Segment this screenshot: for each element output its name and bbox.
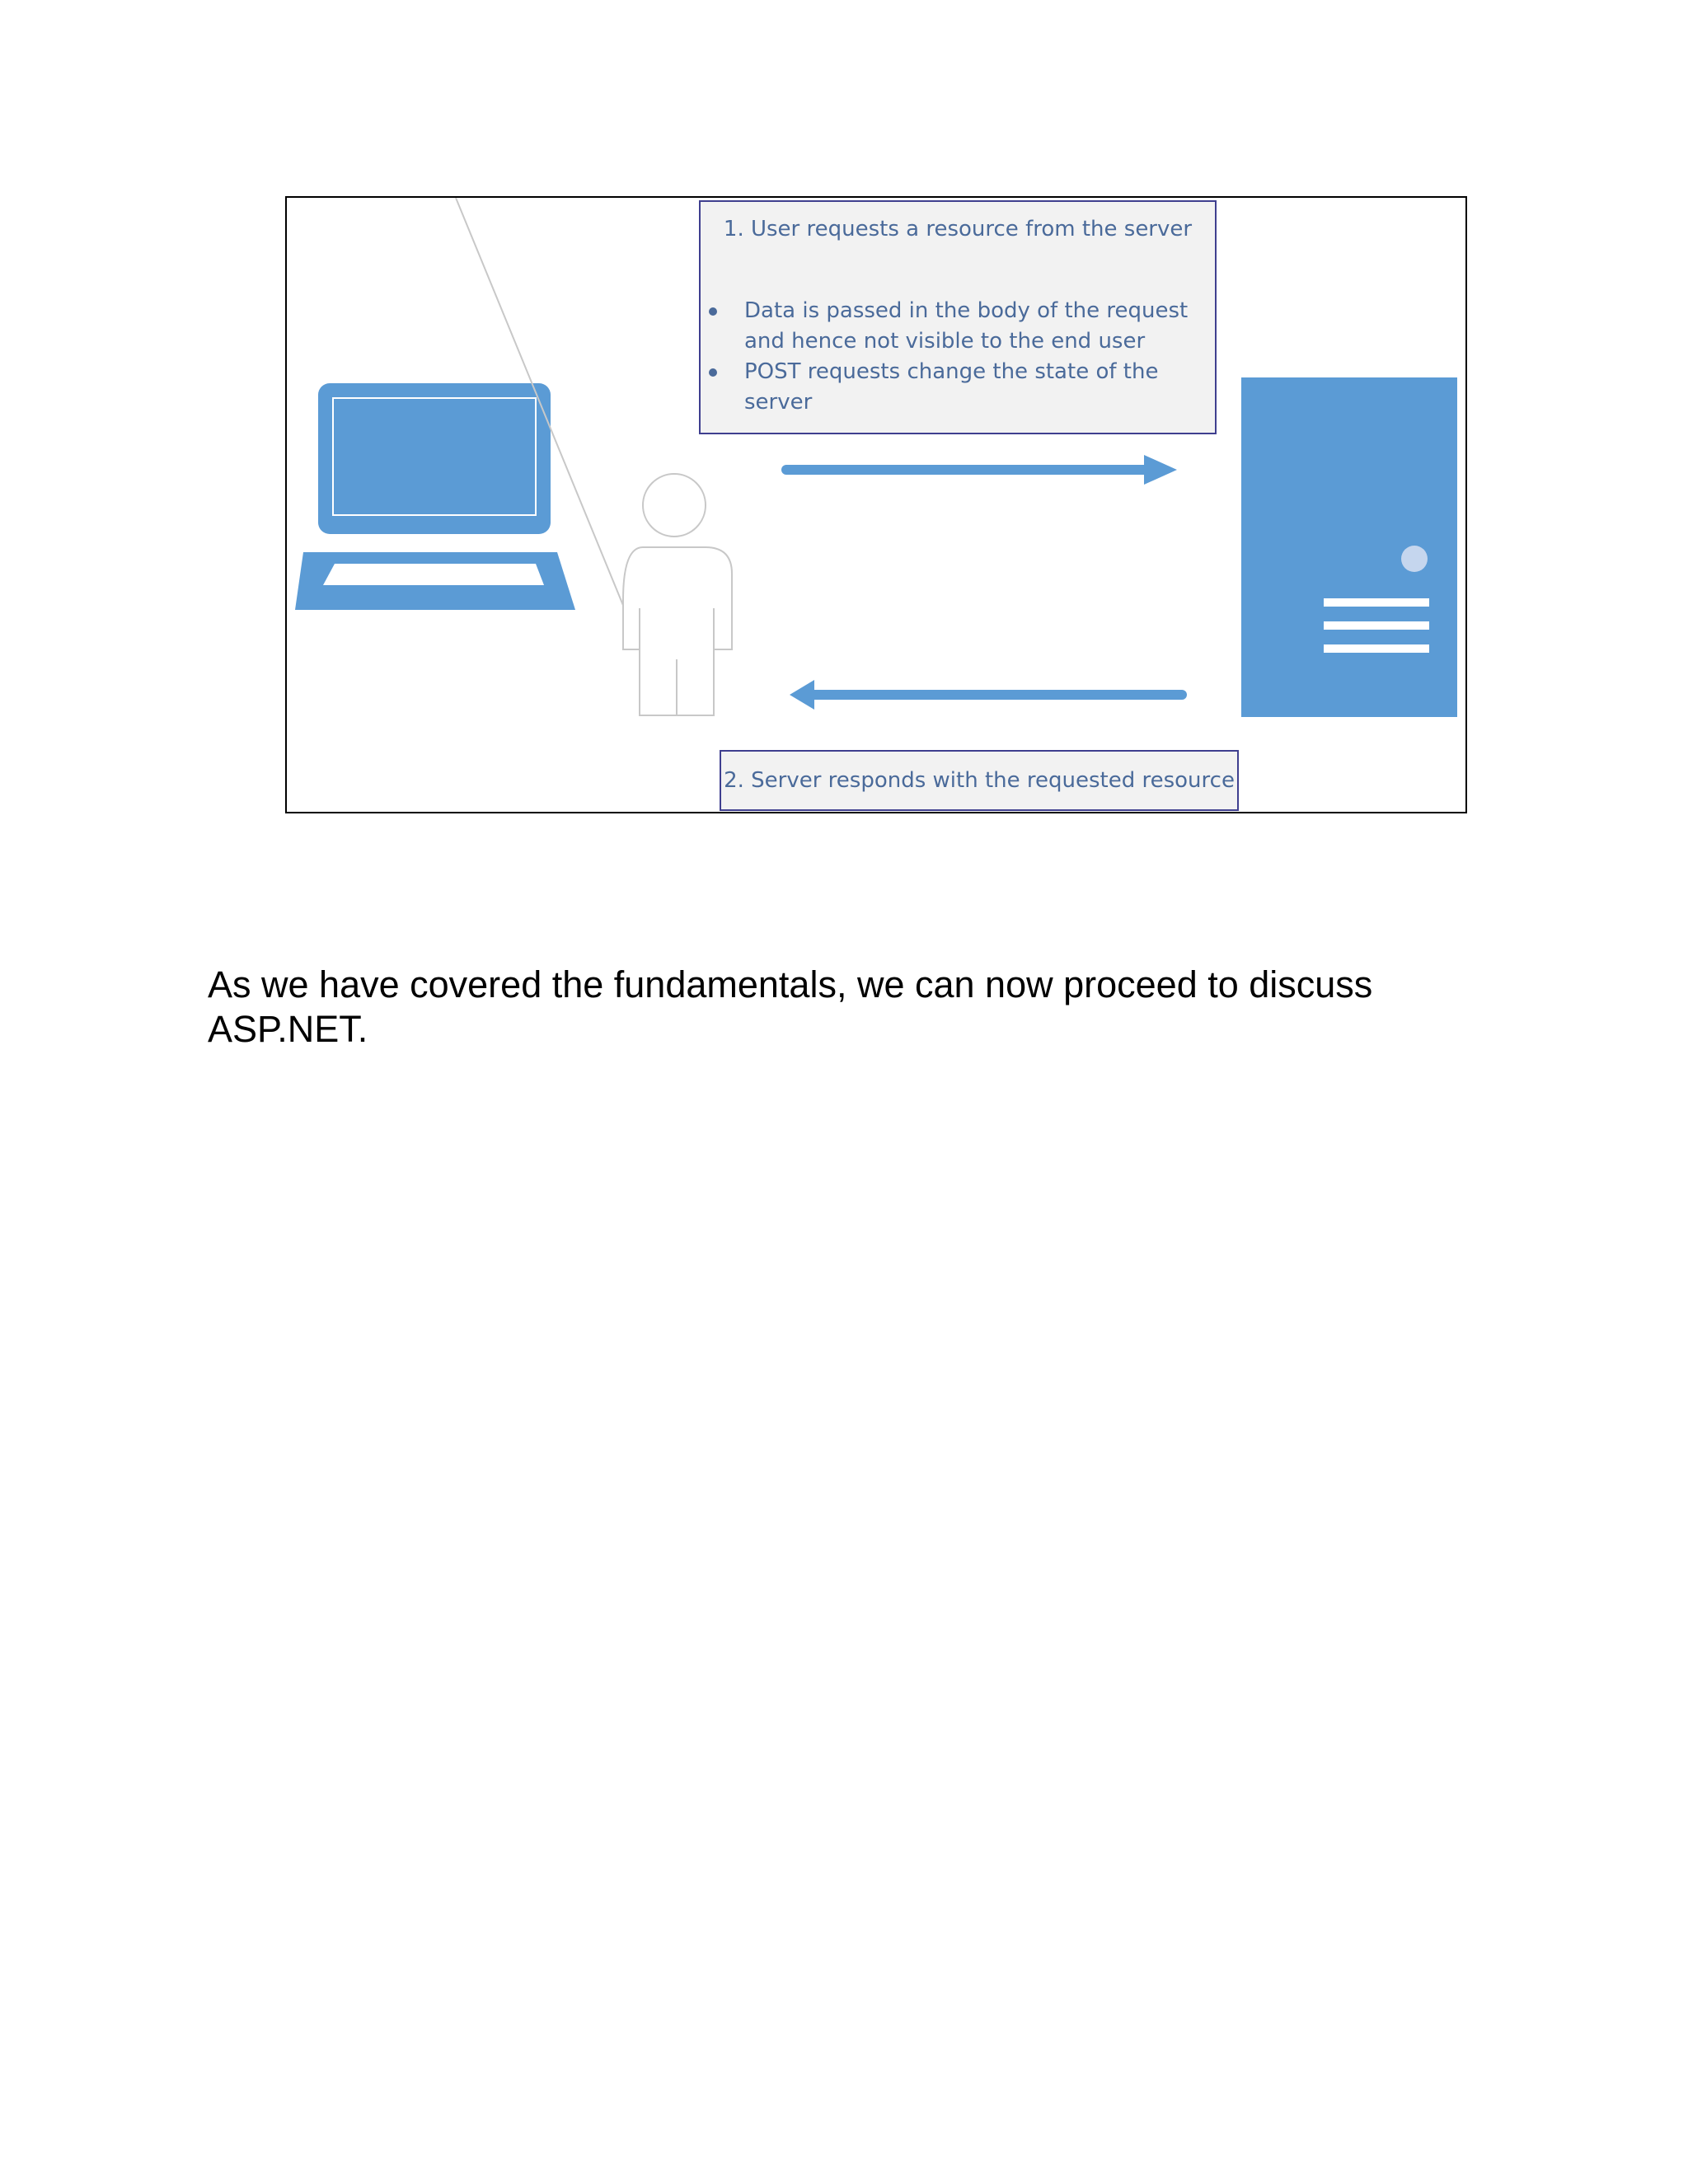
body-paragraph: As we have covered the fundamentals, we can now proceed to discuss ASP.NET. bbox=[208, 963, 1373, 1050]
arrow-left-icon bbox=[790, 680, 1182, 710]
laptop-icon bbox=[295, 383, 575, 610]
request-note-bullet-text: Data is passed in the body of the request and hence not visible to the end user bbox=[744, 298, 1189, 354]
response-note: 2. Server responds with the requested resource bbox=[720, 750, 1239, 811]
bullet-icon bbox=[709, 307, 717, 316]
server-icon bbox=[1241, 377, 1457, 717]
request-note-bullet-text: POST requests change the state of the server bbox=[744, 359, 1159, 415]
user-icon bbox=[623, 474, 732, 715]
request-note-title: 1. User requests a resource from the server bbox=[699, 200, 1217, 258]
request-response-diagram bbox=[285, 196, 1467, 813]
bullet-icon bbox=[709, 368, 717, 377]
request-note-bullet bbox=[701, 296, 1207, 357]
request-note-details bbox=[699, 256, 1217, 434]
request-note-bullet bbox=[701, 357, 1207, 418]
arrow-right-icon bbox=[786, 455, 1177, 485]
